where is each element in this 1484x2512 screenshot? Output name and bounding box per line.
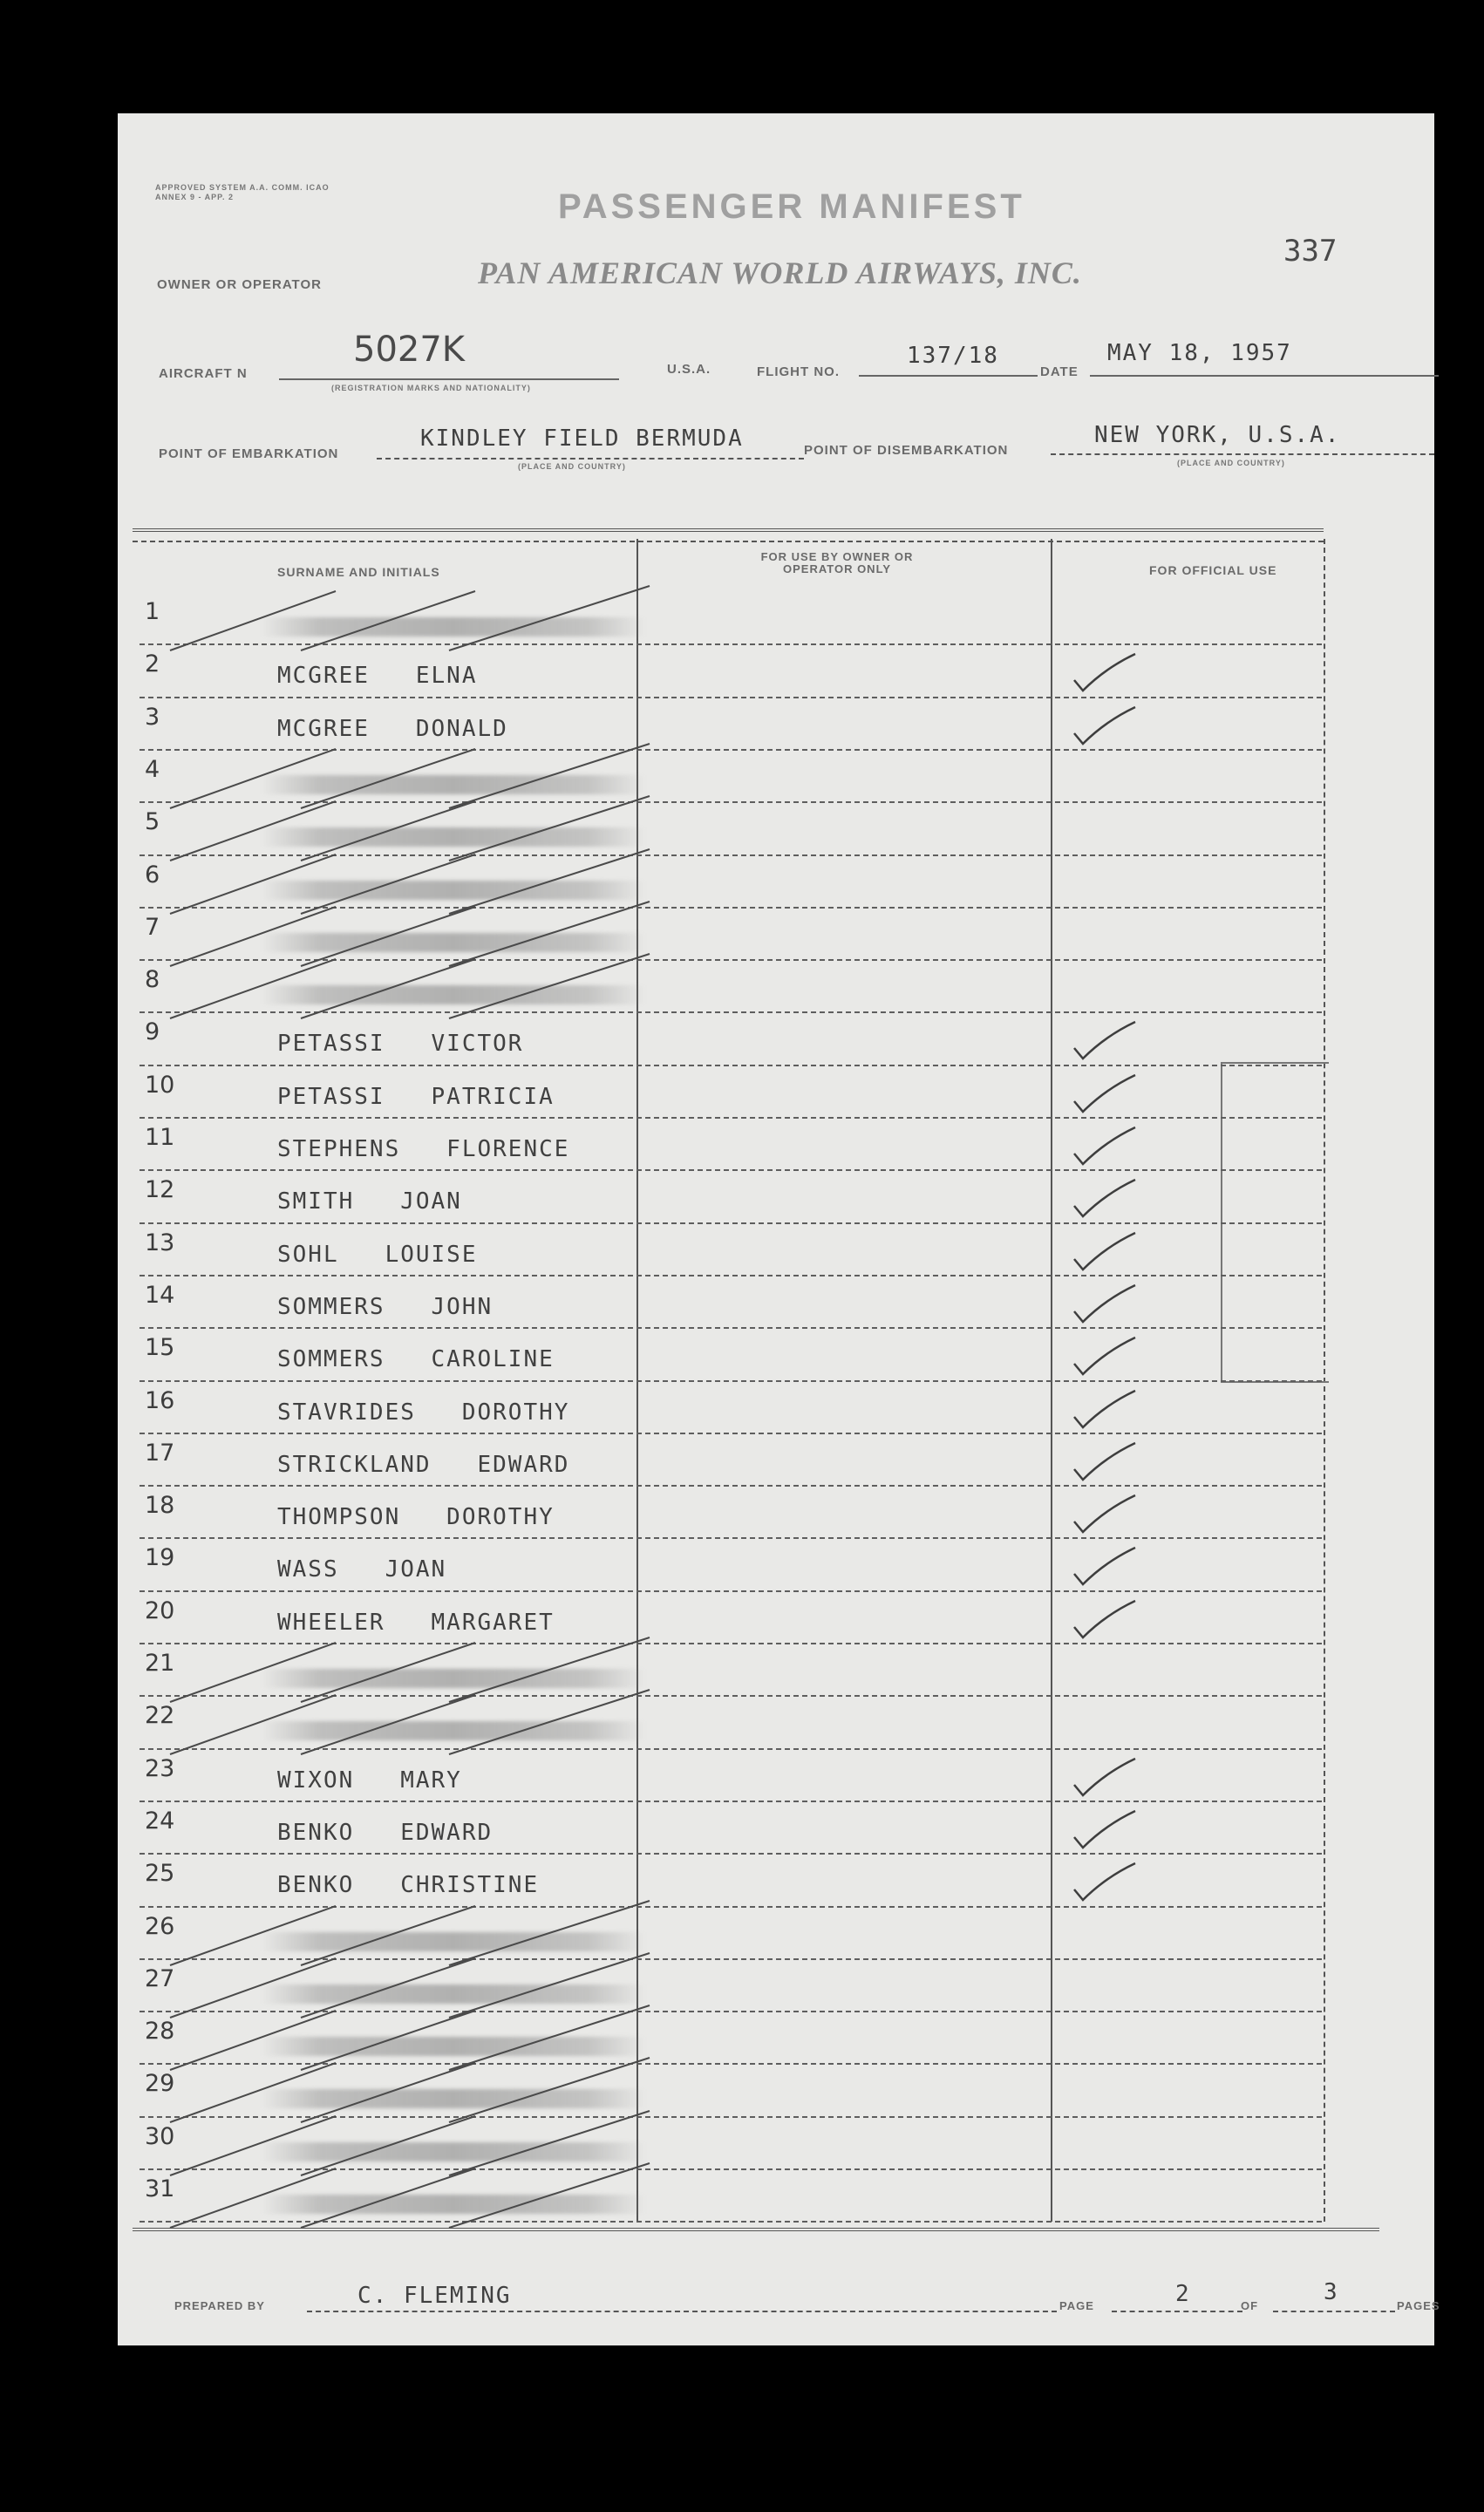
flight-label: FLIGHT NO. <box>757 364 840 379</box>
row-number: 9 <box>145 1018 160 1046</box>
row-number: 13 <box>145 1229 175 1256</box>
row-number: 12 <box>145 1176 175 1204</box>
flight-value: 137/18 <box>907 343 999 369</box>
col-header-owner-use: FOR USE BY OWNER OR OPERATOR ONLY <box>760 550 914 575</box>
row-number: 31 <box>145 2175 175 2202</box>
checkmark-icon <box>1071 1334 1140 1378</box>
checkmark-icon <box>1071 1124 1140 1168</box>
checkmark-icon <box>1071 1282 1140 1325</box>
of-value: 3 <box>1324 2279 1339 2305</box>
prepared-by-value: C. FLEMING <box>357 2283 512 2309</box>
strike-through-mark <box>161 2160 684 2229</box>
row-number: 6 <box>145 861 160 888</box>
row-number: 5 <box>145 808 160 836</box>
row-number: 23 <box>145 1754 175 1782</box>
page-label: PAGE <box>1059 2299 1094 2312</box>
disembarkation-label: POINT OF DISEMBARKATION <box>804 443 1009 458</box>
checkmark-icon <box>1071 704 1140 747</box>
of-label: OF <box>1241 2299 1259 2312</box>
disembarkation-value: NEW YORK, U.S.A. <box>1094 422 1341 448</box>
prepared-by-label: PREPARED BY <box>174 2299 265 2312</box>
registration-caption: (REGISTRATION MARKS AND NATIONALITY) <box>331 384 531 392</box>
checkmark-icon <box>1071 1807 1140 1851</box>
row-number: 22 <box>145 1702 175 1730</box>
row-number: 26 <box>145 1912 175 1940</box>
checkmark-icon <box>1071 1597 1140 1641</box>
row-number: 18 <box>145 1492 175 1520</box>
passenger-name: STEPHENS FLORENCE <box>277 1136 570 1162</box>
strike-through-mark <box>161 950 684 1020</box>
passenger-name: PETASSI PATRICIA <box>277 1083 555 1110</box>
strike-through-mark <box>161 1686 684 1756</box>
row-number: 10 <box>145 1071 175 1099</box>
checkmark-icon <box>1071 1176 1140 1220</box>
row-number: 19 <box>145 1544 175 1572</box>
checkmark-icon <box>1071 1072 1140 1115</box>
checkmark-icon <box>1071 1018 1140 1062</box>
row-number: 2 <box>145 650 160 678</box>
checkmark-icon <box>1071 1229 1140 1273</box>
page-value: 2 <box>1175 2281 1191 2307</box>
passenger-name: PETASSI VICTOR <box>277 1031 524 1058</box>
row-number: 11 <box>145 1124 175 1151</box>
passenger-name: STAVRIDES DOROTHY <box>277 1399 570 1426</box>
row-number: 30 <box>145 2122 175 2150</box>
passenger-name: SMITH JOAN <box>277 1188 462 1215</box>
pages-label: PAGES <box>1397 2299 1440 2312</box>
row-number: 29 <box>145 2070 175 2098</box>
airline-name: PAN AMERICAN WORLD AIRWAYS, INC. <box>478 255 1082 290</box>
embarkation-label: POINT OF EMBARKATION <box>159 446 339 461</box>
col-header-surname: SURNAME AND INITIALS <box>277 565 440 579</box>
row-number: 4 <box>145 755 160 783</box>
form-title: PASSENGER MANIFEST <box>558 187 1025 226</box>
date-label: DATE <box>1040 364 1079 379</box>
passenger-name: BENKO CHRISTINE <box>277 1872 540 1899</box>
passenger-name: MCGREE ELNA <box>277 663 478 690</box>
checkmark-icon <box>1071 1860 1140 1903</box>
passenger-name: SOHL LOUISE <box>277 1241 478 1268</box>
passenger-name: SOMMERS JOHN <box>277 1293 494 1320</box>
owner-label: OWNER OR OPERATOR <box>157 277 322 292</box>
row-number: 28 <box>145 2018 175 2046</box>
row-number: 21 <box>145 1650 175 1677</box>
row-number: 27 <box>145 1964 175 1992</box>
row-number: 8 <box>145 966 160 994</box>
passenger-name: THOMPSON DOROTHY <box>277 1504 555 1531</box>
row-number: 16 <box>145 1386 175 1414</box>
row-number: 3 <box>145 703 160 731</box>
row-number: 14 <box>145 1281 175 1309</box>
checkmark-icon <box>1071 1492 1140 1535</box>
disembarkation-caption: (PLACE AND COUNTRY) <box>1177 459 1285 467</box>
row-number: 17 <box>145 1439 175 1467</box>
strike-through-mark <box>161 582 684 652</box>
date-value: MAY 18, 1957 <box>1107 340 1292 366</box>
approval-stamp: APPROVED SYSTEM A.A. COMM. ICAO ANNEX 9 - APP. 2 <box>155 183 330 201</box>
passenger-name: SOMMERS CAROLINE <box>277 1346 555 1373</box>
row-number: 1 <box>145 598 160 625</box>
passenger-name: WIXON MARY <box>277 1767 462 1794</box>
row-number: 20 <box>145 1596 175 1624</box>
row-number: 15 <box>145 1334 175 1362</box>
row-number: 24 <box>145 1807 175 1835</box>
checkmark-icon <box>1071 650 1140 694</box>
col-header-official: FOR OFFICIAL USE <box>1149 563 1277 577</box>
row-number: 7 <box>145 913 160 941</box>
checkmark-icon <box>1071 1544 1140 1588</box>
passenger-name: WHEELER MARGARET <box>277 1609 555 1636</box>
embarkation-value: KINDLEY FIELD BERMUDA <box>420 425 744 452</box>
passenger-name: STRICKLAND EDWARD <box>277 1451 570 1478</box>
passenger-name: BENKO EDWARD <box>277 1819 494 1846</box>
aircraft-label: AIRCRAFT N <box>159 366 248 381</box>
checkmark-icon <box>1071 1755 1140 1799</box>
embarkation-caption: (PLACE AND COUNTRY) <box>518 462 626 471</box>
stamped-page-number: 337 <box>1283 234 1338 269</box>
checkmark-icon <box>1071 1387 1140 1431</box>
usa-label: U.S.A. <box>667 362 711 377</box>
row-number: 25 <box>145 1860 175 1888</box>
passenger-name: WASS JOAN <box>277 1556 447 1583</box>
aircraft-value: 5027K <box>353 330 466 370</box>
checkmark-icon <box>1071 1440 1140 1483</box>
passenger-name: MCGREE DONALD <box>277 715 508 742</box>
